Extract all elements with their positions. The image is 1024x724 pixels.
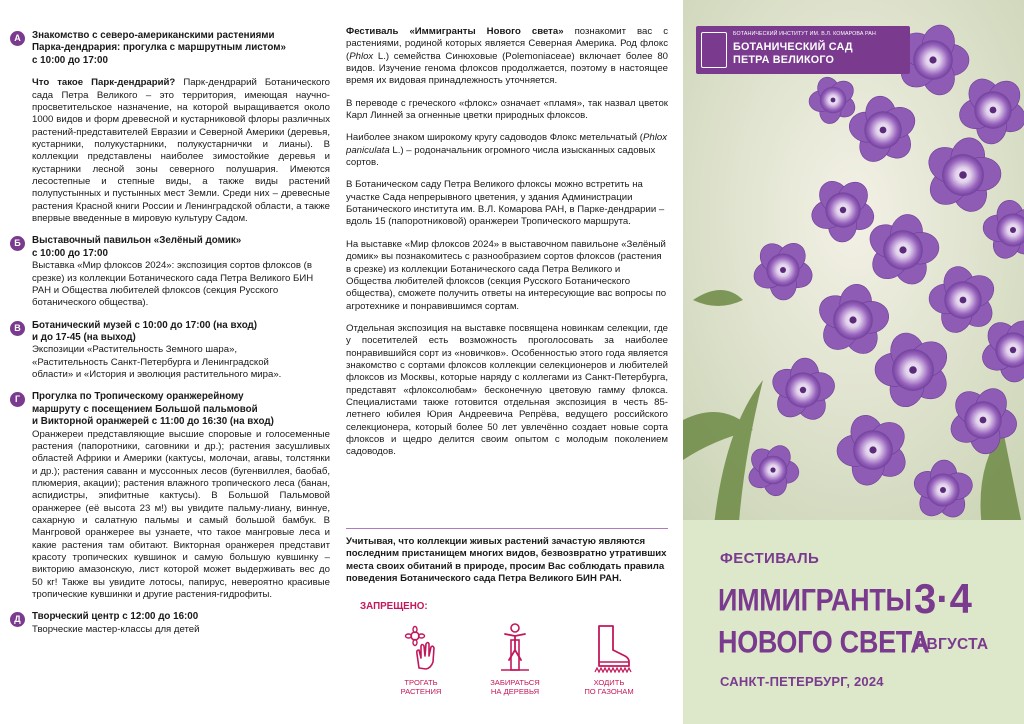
paniculata-paragraph (346, 132, 668, 169)
rule-no-walking-on-lawns (564, 622, 654, 696)
exhibition-paragraph: На выставке «Мир флоксов 2024» в выставочном павильоне «Зелёный домик» вы познакомитесь с разнообразием сортов флоксов (растения в срезке) из коллекции Ботанического сада Петра Великого и Общества любителей флоксов (секция Русского Ботанического общества), сможете получить ответы на интересующие вас вопросы по агротехнике и понравившимся сортам. (346, 238, 667, 312)
rule-touch-line2: РАСТЕНИЯ (400, 687, 442, 696)
rule-lawn-line2: ПО ГАЗОНАМ (584, 687, 634, 696)
festival-label: ФЕСТИВАЛЬ (720, 550, 820, 567)
selection-paragraph: Отдельная экспозиция на выставке посвящена новинкам селекции, где у посетителей есть возможность проголосовать за наиболее понравившийся сорт из «новичков». Особенностью этого года является знакомство с сортами флоксов коллекции селекционеров и любителей флоксов из Москвы, которые наряду с коллегами из Санкт-Петербурга, представят «флоксолюбам» бесконечную цветовую гамму флокса. Специалистами также готовится отдельная экспозиция в честь 85-летнего юбилея Юрия Андреевича Репрёва, ведущего российского селекционера, который более 50 лет увлечённо создает новые сорта флоксов и щедро делится своим опытом с молодым поколением садоводов. (346, 322, 668, 458)
section-a-title-line1: Знакомство с северо-американскими растениями (32, 30, 275, 41)
rule-touch-line1: ТРОГАТЬ (404, 678, 438, 687)
logo-garden-name-line1: БОТАНИЧЕСКИЙ САД (733, 41, 853, 53)
section-b-description: Выставка «Мир флоксов 2024»: экспозиция сортов флоксов (в срезке) из коллекции Ботанического сада Петра Великого БИН РАН и Общества любителей флоксов (секция Русского ботанического общества). (32, 260, 314, 309)
section-g-title-line2: маршруту с посещением Большой пальмовой (32, 403, 258, 415)
section-badge-b: Б (10, 236, 25, 251)
section-a-description: Парк-дендрарий Ботанического сада Петра Великого – это территория, имеющая научно-просветительское назначение, на которой выращивается около 1000 видов и форм древесной и кустарниковой флоры различных растений-представителей Евразии и Северной Америки (деревья, кустарники, полукустарники, полукустарнички и лианы). В коллекции представлены наиболее зимостойкие деревья и кустарники лесной зоны северного полушария. Имеются лесостепные и степные виды, а также виды растений полупустынных и пустынных мест Земли. Среди них – древесные растения Красной книги России и Ленинградской области, а также впервые введенные в мировую культуру Садом. (32, 77, 330, 224)
locations-paragraph: В Ботаническом саду Петра Великого флоксы можно встретить на участке Сада непрерывного цветения, у здания Администрации Ботанического института им. В.Л. Комарова РАН, в Парке-дендрарии – вдоль 15 (папоротниковой) оранжереи Тропического маршрута. (346, 179, 665, 228)
section-a (10, 30, 330, 225)
festival-city-year: САНКТ-ПЕТЕРБУРГ, 2024 (720, 674, 884, 689)
section-badge-d: Д (10, 612, 25, 627)
section-v-time: и до 17-45 (на выход) (32, 331, 136, 343)
garden-emblem-icon (701, 32, 727, 68)
section-d (10, 611, 330, 636)
section-v (10, 320, 330, 382)
genus-name: Phlox (349, 50, 374, 62)
section-v-line3: области» и «История и эволюция растительного мира». (32, 369, 282, 381)
paniculata-text-a: Наиболее знаком широкому кругу садоводов Флокс метельчатый ( (346, 132, 643, 144)
intro-text-b: L.) семейства Синюховые (Polemoniaceae) включает более 80 видов. Изучение генома флоксов продолжается, поэтому в настоящее время их видовая принадлежность уточняется. (346, 50, 668, 87)
rule-climb-line2: НА ДЕРЕВЬЯ (490, 687, 540, 696)
section-v-title: Ботанический музей с 10:00 до 17:00 (на вход) (32, 319, 258, 331)
logo-institute-name: БОТАНИЧЕСКИЙ ИНСТИТУТ ИМ. В.Л. КОМАРОВА РАН (733, 31, 876, 37)
section-d-description: Творческие мастер-классы для детей (32, 623, 200, 635)
section-b-title: Выставочный павильон «Зелёный домик» (32, 235, 242, 247)
section-a-title-line2: Парка-дендрария: прогулка с маршрутным листом» (32, 42, 286, 54)
no-walking-boot-icon (583, 622, 635, 674)
garden-logo (696, 26, 910, 74)
rule-climb-line1: ЗАБИРАТЬСЯ (490, 678, 540, 687)
section-v-line1: Экспозиции «Растительность Земного шара», (32, 344, 238, 356)
section-a-time: с 10:00 до 17:00 (32, 54, 108, 66)
intro-text-a: познакомит вас с растениями, родиной которых является Северная Америка. Род флокс ( (346, 26, 668, 62)
festival-name: Фестиваль «Иммигранты Нового света» (346, 26, 564, 37)
section-badge-v: В (10, 321, 25, 336)
logo-garden-name-line2: ПЕТРА ВЕЛИКОГО (733, 54, 835, 66)
forbidden-heading: ЗАПРЕЩЕНО: (360, 601, 428, 612)
section-badge-g: Г (10, 392, 25, 407)
species-name: Phlox paniculata (346, 132, 667, 156)
festival-month: АВГУСТА (915, 636, 989, 653)
section-d-title: Творческий центр с 12:00 до 16:00 (32, 611, 199, 623)
paniculata-text-b: L.) – родоначальник огромного числа изысканных садовых сортов. (346, 144, 656, 169)
rule-no-touching-plants (376, 622, 466, 696)
section-g-time: и Викторной оранжерей с 11:00 до 16:30 (на вход) (32, 416, 274, 428)
festival-title-line2: НОВОГО СВЕТА (718, 624, 930, 660)
section-a-text (32, 77, 330, 225)
no-touch-plants-icon (395, 622, 447, 674)
section-badge-a: А (10, 31, 25, 46)
etymology-paragraph: В переводе с греческого «флокс» означает «пламя», так назвал цветок Карл Линней за огненные цветки природных флоксов. (346, 97, 668, 122)
phlox-flowers-photo (683, 0, 1024, 535)
section-g-description: Оранжереи представляющие высшие споровые и голосеменные растения (папоротники, саговники и др.); растения засушливых областей Африки и Америки (кактусы, молочаи, агавы, толстянки и др.); растения саванн и муссонных лесов (бугенвиллея, баобаб, плюмерия, акации); растения влажного тропического леса (банан, аспидистры, эпифитные кактусы). В Большой Пальмовой оранжерее (её высота 23 м!) вы увидите пальму-лиану, виннуе, сахарную и салатную пальмы и самый большой бамбук. В Мангровой оранжерее вы узнаете, что такое мангровые леса и какие растения там обитают. Викторная оранжерея представит красоту тропических кувшинок и самую большую кувшинку – викторию амазонскую, лист которой может выдерживать вес до 50 кг! Также вы увидите лотосы, папирус, невероятно красивые тропические кувшинки и другие растения-гидрофиты. (32, 428, 330, 601)
section-v-line2: «Растительность Санкт-Петербурга и Ленинградской (32, 356, 269, 368)
section-b (10, 235, 330, 309)
section-b-time: с 10:00 до 17:00 (32, 247, 108, 259)
section-g (10, 391, 330, 601)
rule-no-climbing-trees (470, 622, 560, 696)
festival-days: 3·4 (914, 576, 972, 623)
section-g-title-line1: Прогулка по Тропическому оранжерейному (32, 391, 244, 403)
rules-warning: Учитывая, что коллекции живых растений зачастую являются последним пристанищем многих видов, безвозвратно утративших места своих обитаний в природе, просим Вас соблюдать правила поведения Ботанического сада Петра Великого БИН РАН. (346, 536, 667, 585)
schedule-column (10, 30, 330, 720)
rule-lawn-line1: ХОДИТЬ (593, 678, 625, 687)
intro-paragraph (346, 26, 668, 88)
section-divider (346, 528, 668, 529)
no-climbing-icon (489, 622, 541, 674)
section-a-question: Что такое Парк-дендрарий? (32, 77, 176, 89)
festival-title-line1: ИММИГРАНТЫ (718, 582, 912, 618)
